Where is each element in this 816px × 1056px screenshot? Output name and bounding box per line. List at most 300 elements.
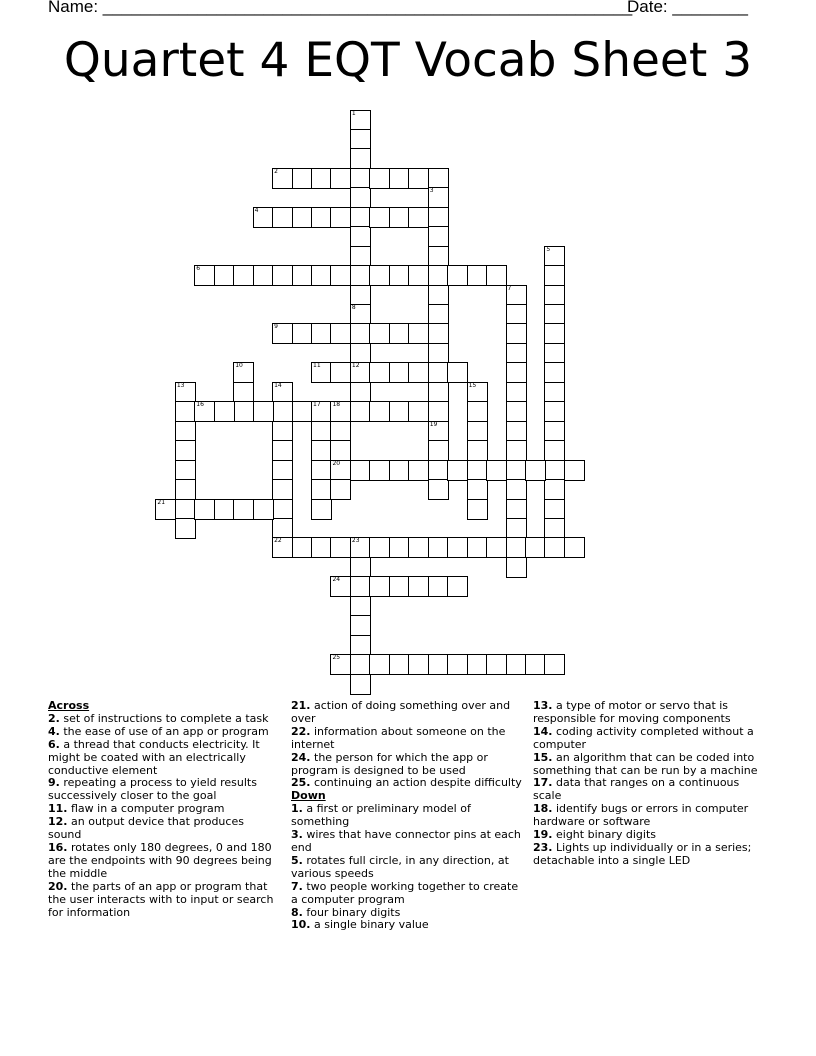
grid-cell[interactable] bbox=[253, 401, 274, 422]
clue-number-label: 3. bbox=[291, 828, 303, 842]
clue-item bbox=[291, 726, 523, 752]
grid-cell[interactable] bbox=[544, 460, 565, 481]
grid-cell[interactable] bbox=[408, 207, 429, 228]
clue-number-label: 10. bbox=[291, 918, 311, 932]
grid-cell[interactable] bbox=[544, 246, 565, 267]
grid-cell[interactable] bbox=[447, 362, 468, 383]
grid-cell[interactable] bbox=[175, 421, 196, 442]
grid-cell[interactable] bbox=[506, 362, 527, 383]
clue-item bbox=[533, 803, 765, 829]
clue-text: Lights up individually or in a series; detachable into a single LED bbox=[533, 840, 752, 867]
grid-cell[interactable] bbox=[350, 323, 371, 344]
grid-cell[interactable] bbox=[506, 499, 527, 520]
grid-cell[interactable] bbox=[447, 265, 468, 286]
grid-cell[interactable] bbox=[311, 168, 332, 189]
grid-cell[interactable] bbox=[272, 460, 293, 481]
grid-cell[interactable] bbox=[369, 323, 390, 344]
grid-cell[interactable] bbox=[272, 382, 293, 403]
grid-cell[interactable] bbox=[330, 323, 351, 344]
clue-number-label: 7. bbox=[291, 879, 303, 893]
grid-cell[interactable] bbox=[506, 285, 527, 306]
grid-cell[interactable] bbox=[506, 382, 527, 403]
grid-cell[interactable] bbox=[330, 168, 351, 189]
clue-number-label: 15. bbox=[533, 750, 553, 764]
clue-number: 3 bbox=[429, 187, 434, 195]
grid-cell[interactable] bbox=[408, 265, 429, 286]
clue-item bbox=[48, 739, 280, 778]
grid-cell[interactable] bbox=[175, 440, 196, 461]
clue-text: an output device that produces sound bbox=[48, 815, 244, 842]
grid-cell[interactable] bbox=[467, 537, 488, 558]
grid-cell[interactable] bbox=[369, 168, 390, 189]
grid-cell[interactable] bbox=[369, 207, 390, 228]
grid-cell[interactable] bbox=[369, 460, 390, 481]
clue-number: 19 bbox=[429, 420, 438, 428]
grid-cell[interactable] bbox=[175, 401, 196, 422]
grid-cell[interactable] bbox=[330, 479, 351, 500]
grid-cell[interactable] bbox=[506, 440, 527, 461]
grid-cell[interactable] bbox=[506, 518, 527, 539]
clue-item bbox=[533, 777, 765, 803]
clue-number: 14 bbox=[274, 381, 282, 389]
grid-cell[interactable] bbox=[544, 323, 565, 344]
clue-number: 22 bbox=[274, 537, 282, 545]
grid-cell[interactable] bbox=[544, 343, 565, 364]
clue-text: wires that have connector pins at each end bbox=[291, 828, 521, 854]
grid-cell[interactable] bbox=[311, 440, 332, 461]
clue-item bbox=[48, 881, 280, 920]
clue-item bbox=[291, 700, 523, 726]
grid-cell[interactable] bbox=[350, 110, 371, 131]
grid-cell[interactable] bbox=[175, 479, 196, 500]
grid-cell[interactable] bbox=[233, 499, 254, 520]
grid-cell[interactable] bbox=[350, 401, 371, 422]
clue-text: the ease of use of an app or program bbox=[63, 724, 269, 738]
grid-cell[interactable] bbox=[544, 265, 565, 286]
clue-text: two people working together to create a computer program bbox=[291, 879, 519, 906]
clue-number-label: 4. bbox=[48, 724, 60, 738]
grid-cell[interactable] bbox=[408, 654, 429, 675]
grid-cell[interactable] bbox=[194, 401, 215, 422]
clue-item bbox=[48, 816, 280, 842]
grid-cell[interactable] bbox=[544, 362, 565, 383]
clue-item bbox=[533, 700, 765, 726]
grid-cell[interactable] bbox=[467, 382, 488, 403]
grid-cell[interactable] bbox=[467, 499, 488, 520]
grid-cell[interactable] bbox=[428, 304, 449, 325]
clue-number-label: 13. bbox=[533, 699, 553, 712]
grid-cell[interactable] bbox=[544, 537, 565, 558]
grid-cell[interactable] bbox=[506, 304, 527, 325]
grid-cell[interactable] bbox=[428, 168, 449, 189]
clue-number: 8 bbox=[351, 304, 356, 311]
clue-number: 15 bbox=[468, 381, 477, 389]
grid-cell[interactable] bbox=[350, 129, 371, 150]
clue-text: an algorithm that can be coded into something that can be run by a machine bbox=[533, 750, 758, 777]
clue-number: 11 bbox=[313, 362, 321, 370]
grid-cell[interactable] bbox=[350, 654, 371, 675]
grid-cell[interactable] bbox=[467, 654, 488, 675]
grid-cell[interactable] bbox=[544, 479, 565, 500]
grid-cell[interactable] bbox=[311, 421, 332, 442]
clue-number: 1 bbox=[351, 109, 356, 117]
clue-number-label: 11. bbox=[48, 802, 68, 816]
grid-cell[interactable] bbox=[467, 421, 488, 442]
grid-cell[interactable] bbox=[311, 323, 332, 344]
grid-cell[interactable] bbox=[369, 654, 390, 675]
clue-text: a first or preliminary model of something bbox=[291, 802, 471, 829]
clue-number-label: 12. bbox=[48, 815, 68, 829]
grid-cell[interactable] bbox=[544, 421, 565, 442]
grid-cell[interactable] bbox=[330, 576, 351, 597]
clue-number-label: 22. bbox=[291, 724, 311, 738]
clue-number: 21 bbox=[157, 498, 166, 506]
clue-item bbox=[291, 881, 523, 907]
grid-cell[interactable] bbox=[389, 168, 410, 189]
grid-cell[interactable] bbox=[330, 440, 351, 461]
grid-cell[interactable] bbox=[506, 460, 527, 481]
grid-cell[interactable] bbox=[369, 576, 390, 597]
clue-item bbox=[291, 777, 523, 790]
name-field-label: Name: ________________________________________________________ bbox=[48, 0, 633, 16]
grid-cell[interactable] bbox=[408, 460, 429, 481]
grid-cell[interactable] bbox=[389, 576, 410, 597]
grid-cell[interactable] bbox=[486, 654, 507, 675]
clue-number: 23 bbox=[351, 537, 360, 545]
grid-cell[interactable] bbox=[311, 460, 332, 481]
grid-cell[interactable] bbox=[408, 168, 429, 189]
grid-cell[interactable] bbox=[389, 207, 410, 228]
grid-cell[interactable] bbox=[564, 460, 585, 481]
clue-text: identify bugs or errors in computer hardware or software bbox=[533, 802, 749, 829]
clue-number: 12 bbox=[351, 362, 360, 370]
grid-cell[interactable] bbox=[506, 401, 527, 422]
grid-cell[interactable] bbox=[272, 421, 293, 442]
grid-cell[interactable] bbox=[350, 576, 371, 597]
grid-cell[interactable] bbox=[447, 576, 468, 597]
clue-number: 5 bbox=[546, 245, 551, 253]
grid-cell[interactable] bbox=[292, 323, 313, 344]
grid-cell[interactable] bbox=[506, 557, 527, 578]
grid-cell[interactable] bbox=[214, 499, 235, 520]
grid-cell[interactable] bbox=[486, 460, 507, 481]
grid-cell[interactable] bbox=[428, 323, 449, 344]
grid-cell[interactable] bbox=[428, 654, 449, 675]
clue-number-label: 24. bbox=[291, 750, 311, 764]
clue-number-label: 18. bbox=[533, 802, 553, 816]
grid-cell[interactable] bbox=[214, 265, 235, 286]
grid-cell[interactable] bbox=[428, 479, 449, 500]
clue-text: the person for which the app or program is designed to be used bbox=[291, 750, 488, 777]
clue-number-label: 5. bbox=[291, 853, 303, 867]
clue-number: 9 bbox=[274, 323, 278, 331]
grid-cell[interactable] bbox=[330, 362, 351, 383]
grid-cell[interactable] bbox=[350, 382, 371, 403]
grid-cell[interactable] bbox=[350, 615, 371, 636]
grid-cell[interactable] bbox=[350, 596, 371, 617]
grid-cell[interactable] bbox=[506, 343, 527, 364]
clue-text: the parts of an app or program that the user interacts with to input or search for information bbox=[48, 879, 274, 919]
grid-cell[interactable] bbox=[525, 654, 546, 675]
grid-cell[interactable] bbox=[350, 362, 371, 383]
clue-text: repeating a process to yield results successively closer to the goal bbox=[48, 776, 257, 803]
grid-cell[interactable] bbox=[272, 323, 293, 344]
grid-cell[interactable] bbox=[350, 246, 371, 267]
grid-cell[interactable] bbox=[292, 265, 313, 286]
clue-number-label: 1. bbox=[291, 802, 303, 816]
grid-cell[interactable] bbox=[408, 537, 429, 558]
grid-cell[interactable] bbox=[311, 479, 332, 500]
grid-cell[interactable] bbox=[428, 460, 449, 481]
grid-cell[interactable] bbox=[467, 479, 488, 500]
grid-cell[interactable] bbox=[292, 168, 313, 189]
grid-cell[interactable] bbox=[330, 460, 351, 481]
grid-cell[interactable] bbox=[369, 265, 390, 286]
grid-cell[interactable] bbox=[506, 421, 527, 442]
grid-cell[interactable] bbox=[369, 401, 390, 422]
clue-text: a single binary value bbox=[314, 918, 429, 932]
grid-cell[interactable] bbox=[311, 265, 332, 286]
grid-cell[interactable] bbox=[408, 401, 429, 422]
grid-cell[interactable] bbox=[350, 343, 371, 364]
clue-item bbox=[533, 726, 765, 752]
clue-text: a thread that conducts electricity. It might be coated with an electrically conductive element bbox=[48, 737, 260, 777]
grid-cell[interactable] bbox=[292, 537, 313, 558]
grid-cell[interactable] bbox=[428, 576, 449, 597]
grid-cell[interactable] bbox=[350, 285, 371, 306]
clue-text: information about someone on the internet bbox=[291, 724, 506, 751]
grid-cell[interactable] bbox=[389, 537, 410, 558]
grid-cell[interactable] bbox=[389, 362, 410, 383]
grid-cell[interactable] bbox=[330, 265, 351, 286]
grid-cell[interactable] bbox=[369, 362, 390, 383]
clue-text: data that ranges on a continuous scale bbox=[533, 776, 740, 803]
clue-number: 18 bbox=[332, 401, 341, 409]
grid-cell[interactable] bbox=[233, 265, 254, 286]
grid-cell[interactable] bbox=[272, 440, 293, 461]
date-field-label: Date: ________ bbox=[627, 0, 748, 16]
grid-cell[interactable] bbox=[467, 440, 488, 461]
grid-cell[interactable] bbox=[233, 401, 254, 422]
grid-cell[interactable] bbox=[506, 537, 527, 558]
clue-text: action of doing something over and over bbox=[291, 699, 511, 725]
page-title: Quartet 4 EQT Vocab Sheet 3 bbox=[63, 33, 753, 88]
grid-cell[interactable] bbox=[467, 265, 488, 286]
grid-cell[interactable] bbox=[214, 401, 235, 422]
clue-number: 4 bbox=[254, 206, 259, 214]
grid-cell[interactable] bbox=[253, 265, 274, 286]
clue-number-label: 20. bbox=[48, 879, 68, 893]
grid-cell[interactable] bbox=[389, 654, 410, 675]
clue-number-label: 16. bbox=[48, 840, 68, 854]
clues-column-2 bbox=[291, 700, 523, 932]
clue-item bbox=[48, 777, 280, 803]
grid-cell[interactable] bbox=[272, 499, 293, 520]
grid-cell[interactable] bbox=[428, 537, 449, 558]
grid-cell[interactable] bbox=[253, 207, 274, 228]
grid-cell[interactable] bbox=[428, 343, 449, 364]
clue-text: rotates only 180 degrees, 0 and 180 are the endpoints with 90 degrees being the middle bbox=[48, 840, 272, 880]
grid-cell[interactable] bbox=[330, 421, 351, 442]
clues-column-1 bbox=[48, 700, 280, 919]
grid-cell[interactable] bbox=[447, 654, 468, 675]
grid-cell[interactable] bbox=[486, 265, 507, 286]
grid-cell[interactable] bbox=[272, 265, 293, 286]
grid-cell[interactable] bbox=[350, 265, 371, 286]
grid-cell[interactable] bbox=[272, 537, 293, 558]
clue-text: coding activity completed without a computer bbox=[533, 724, 754, 751]
clue-item bbox=[533, 842, 765, 868]
grid-cell[interactable] bbox=[350, 207, 371, 228]
grid-cell[interactable] bbox=[311, 537, 332, 558]
grid-cell[interactable] bbox=[389, 323, 410, 344]
grid-cell[interactable] bbox=[292, 207, 313, 228]
grid-cell[interactable] bbox=[428, 246, 449, 267]
clue-text: rotates full circle, in any direction, at various speeds bbox=[291, 853, 509, 880]
grid-cell[interactable] bbox=[525, 460, 546, 481]
grid-cell[interactable] bbox=[467, 401, 488, 422]
grid-cell[interactable] bbox=[311, 401, 332, 422]
grid-cell[interactable] bbox=[486, 537, 507, 558]
grid-cell[interactable] bbox=[350, 148, 371, 169]
clue-number-label: 2. bbox=[48, 711, 60, 725]
grid-cell[interactable] bbox=[272, 401, 293, 422]
clue-item bbox=[291, 829, 523, 855]
grid-cell[interactable] bbox=[506, 654, 527, 675]
clue-number-label: 17. bbox=[533, 776, 553, 790]
clue-number-label: 23. bbox=[533, 840, 553, 854]
grid-cell[interactable] bbox=[544, 382, 565, 403]
clue-item bbox=[291, 919, 523, 932]
grid-cell[interactable] bbox=[506, 323, 527, 344]
grid-cell[interactable] bbox=[350, 187, 371, 208]
grid-cell[interactable] bbox=[155, 499, 176, 520]
clue-number: 2 bbox=[274, 167, 278, 175]
grid-cell[interactable] bbox=[175, 499, 196, 520]
grid-cell[interactable] bbox=[311, 499, 332, 520]
grid-cell[interactable] bbox=[544, 440, 565, 461]
grid-cell[interactable] bbox=[330, 654, 351, 675]
grid-cell[interactable] bbox=[544, 401, 565, 422]
grid-cell[interactable] bbox=[428, 362, 449, 383]
grid-cell[interactable] bbox=[253, 499, 274, 520]
grid-cell[interactable] bbox=[428, 285, 449, 306]
grid-cell[interactable] bbox=[233, 362, 254, 383]
clue-number-label: 6. bbox=[48, 737, 60, 751]
grid-cell[interactable] bbox=[350, 304, 371, 325]
grid-cell[interactable] bbox=[350, 557, 371, 578]
clue-text: eight binary digits bbox=[556, 828, 656, 842]
grid-cell[interactable] bbox=[311, 362, 332, 383]
clue-number: 17 bbox=[313, 401, 321, 409]
clue-item bbox=[48, 842, 280, 881]
grid-cell[interactable] bbox=[292, 401, 313, 422]
grid-cell[interactable] bbox=[233, 382, 254, 403]
grid-cell[interactable] bbox=[467, 460, 488, 481]
grid-cell[interactable] bbox=[506, 479, 527, 500]
grid-cell[interactable] bbox=[564, 537, 585, 558]
clue-item bbox=[291, 752, 523, 778]
clue-item bbox=[291, 803, 523, 829]
grid-cell[interactable] bbox=[350, 226, 371, 247]
grid-cell[interactable] bbox=[525, 537, 546, 558]
grid-cell[interactable] bbox=[544, 304, 565, 325]
grid-cell[interactable] bbox=[428, 382, 449, 403]
clue-number-label: 9. bbox=[48, 776, 60, 790]
clue-item bbox=[291, 855, 523, 881]
grid-cell[interactable] bbox=[389, 401, 410, 422]
grid-cell[interactable] bbox=[544, 285, 565, 306]
grid-cell[interactable] bbox=[175, 382, 196, 403]
clue-text: continuing an action despite difficulty bbox=[314, 776, 522, 790]
grid-cell[interactable] bbox=[272, 207, 293, 228]
clue-item bbox=[533, 752, 765, 778]
clue-text: set of instructions to complete a task bbox=[63, 711, 269, 725]
grid-cell[interactable] bbox=[408, 576, 429, 597]
grid-cell[interactable] bbox=[544, 499, 565, 520]
grid-cell[interactable] bbox=[428, 421, 449, 442]
grid-cell[interactable] bbox=[350, 635, 371, 656]
grid-cell[interactable] bbox=[428, 187, 449, 208]
clue-number: 25 bbox=[332, 654, 341, 662]
grid-cell[interactable] bbox=[175, 460, 196, 481]
grid-cell[interactable] bbox=[428, 401, 449, 422]
across-heading: Across bbox=[48, 699, 90, 712]
grid-cell[interactable] bbox=[350, 168, 371, 189]
grid-cell[interactable] bbox=[428, 265, 449, 286]
grid-cell[interactable] bbox=[389, 460, 410, 481]
grid-cell[interactable] bbox=[350, 460, 371, 481]
grid-cell[interactable] bbox=[330, 401, 351, 422]
grid-cell[interactable] bbox=[447, 537, 468, 558]
grid-cell[interactable] bbox=[447, 460, 468, 481]
grid-cell[interactable] bbox=[544, 518, 565, 539]
clue-text: four binary digits bbox=[306, 905, 401, 919]
grid-cell[interactable] bbox=[369, 537, 390, 558]
grid-cell[interactable] bbox=[194, 499, 215, 520]
grid-cell[interactable] bbox=[408, 362, 429, 383]
clue-number-label: 21. bbox=[291, 699, 311, 712]
grid-cell[interactable] bbox=[428, 207, 449, 228]
grid-cell[interactable] bbox=[428, 440, 449, 461]
clue-number-label: 14. bbox=[533, 724, 553, 738]
grid-cell[interactable] bbox=[330, 537, 351, 558]
grid-cell[interactable] bbox=[272, 168, 293, 189]
grid-cell[interactable] bbox=[311, 207, 332, 228]
grid-cell[interactable] bbox=[272, 479, 293, 500]
grid-cell[interactable] bbox=[544, 654, 565, 675]
clue-number: 24 bbox=[332, 576, 341, 584]
grid-cell[interactable] bbox=[428, 226, 449, 247]
grid-cell[interactable] bbox=[330, 207, 351, 228]
down-heading: Down bbox=[291, 789, 326, 803]
clue-number: 7 bbox=[507, 284, 512, 292]
grid-cell[interactable] bbox=[350, 674, 371, 695]
grid-cell[interactable] bbox=[272, 518, 293, 539]
grid-cell[interactable] bbox=[408, 323, 429, 344]
grid-cell[interactable] bbox=[175, 518, 196, 539]
grid-cell[interactable] bbox=[389, 265, 410, 286]
clue-text: a type of motor or servo that is responsible for moving components bbox=[533, 699, 731, 725]
grid-cell[interactable] bbox=[194, 265, 215, 286]
clue-number: 10 bbox=[235, 362, 243, 370]
clue-number-label: 19. bbox=[533, 828, 553, 842]
clue-number-label: 8. bbox=[291, 905, 303, 919]
clue-number-label: 25. bbox=[291, 776, 311, 790]
grid-cell[interactable] bbox=[350, 537, 371, 558]
clue-number: 16 bbox=[196, 401, 204, 409]
clue-number: 20 bbox=[332, 459, 341, 467]
